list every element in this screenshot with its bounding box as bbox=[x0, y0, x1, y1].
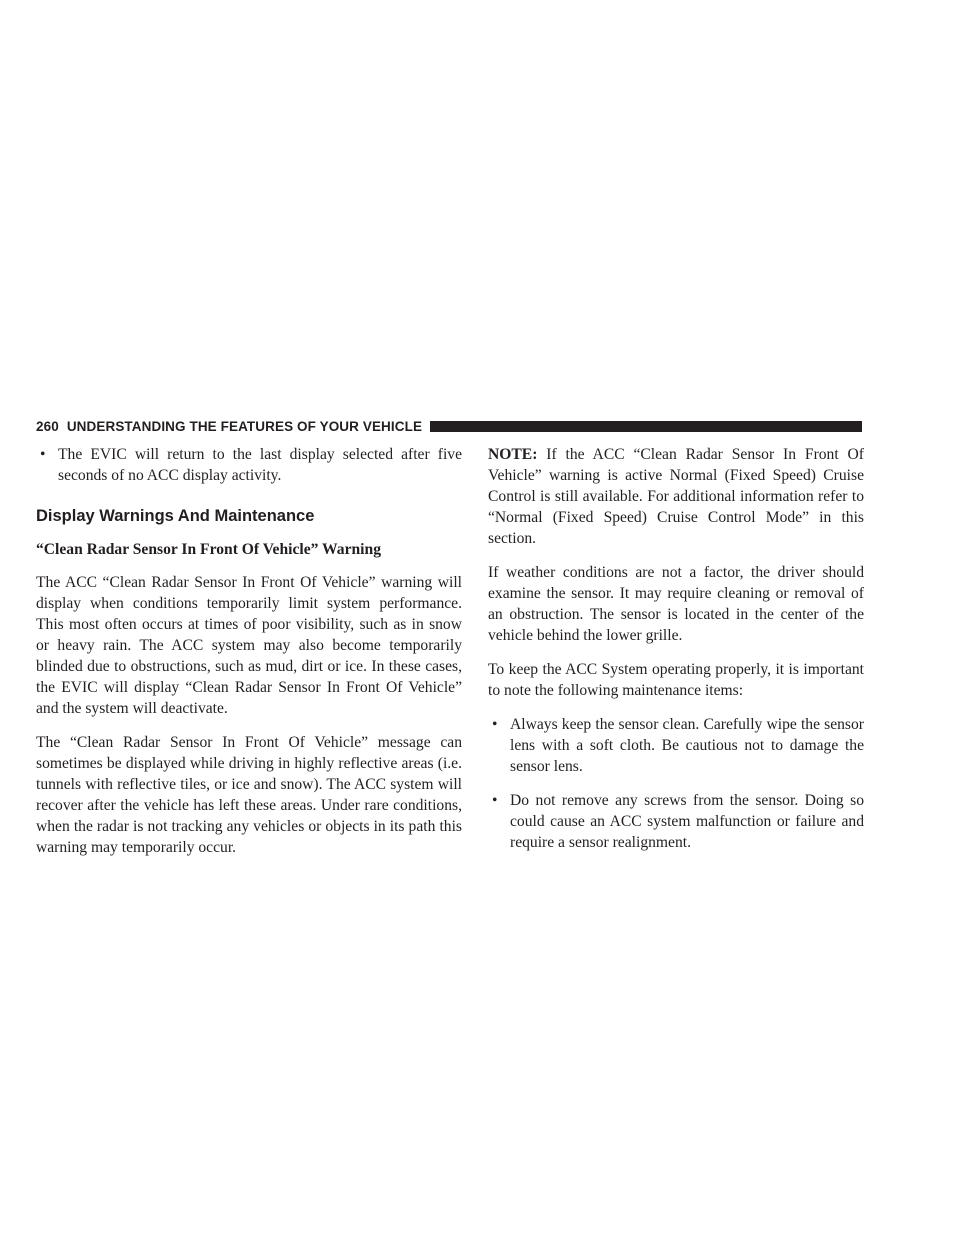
header-rule bbox=[430, 421, 862, 432]
bullet-text: Do not remove any screws from the sensor. Doing so could cause an ACC system malfunction or failure and require a sensor realignment. bbox=[510, 792, 864, 851]
note-paragraph bbox=[488, 444, 864, 549]
page-number: 260 bbox=[36, 418, 59, 434]
section-title: UNDERSTANDING THE FEATURES OF YOUR VEHICLE bbox=[66, 418, 423, 434]
subsection-heading: “Clean Radar Sensor In Front Of Vehicle” Warning bbox=[36, 541, 381, 558]
paragraph-maintenance-intro: To keep the ACC System operating properly, it is important to note the following maintenance items: bbox=[488, 661, 864, 699]
paragraph-weather: If weather conditions are not a factor, the driver should examine the sensor. It may require cleaning or removal of an obstruction. The sensor is located in the center of the vehicle behind the lower grille. bbox=[488, 564, 864, 644]
note-text: If the ACC “Clean Radar Sensor In Front Of Vehicle” warning is active Normal (Fixed Speed) Cruise Control is still available. For additional information refer to “Normal (Fixed Speed) Cruise Control Mode” in this section. bbox=[488, 446, 864, 547]
section-heading: Display Warnings And Maintenance bbox=[36, 507, 315, 525]
bullet-text: Always keep the sensor clean. Carefully wipe the sensor lens with a soft cloth. Be cautious not to damage the sensor lens. bbox=[510, 716, 864, 775]
bullet-icon: • bbox=[492, 792, 498, 809]
left-column bbox=[36, 444, 462, 871]
right-column bbox=[488, 444, 864, 866]
bullet-text: The EVIC will return to the last display selected after five seconds of no ACC display activity. bbox=[58, 446, 462, 484]
paragraph-reflective-areas: The “Clean Radar Sensor In Front Of Vehicle” message can sometimes be displayed while driving in highly reflective areas (i.e. tunnels with reflective tiles, or ice and snow). The ACC system will recover after the vehicle has left these areas. Under rare conditions, when the radar is not tracking any vehicles or objects in its path this warning may temporarily occur. bbox=[36, 734, 462, 856]
bullet-item-keep-clean bbox=[488, 714, 864, 777]
bullet-icon: • bbox=[492, 716, 498, 733]
bullet-item-screws bbox=[488, 790, 864, 853]
bullet-item-evic-return bbox=[36, 444, 462, 486]
header-text bbox=[36, 419, 422, 434]
page-header bbox=[36, 418, 862, 434]
note-label: NOTE: bbox=[488, 446, 538, 463]
bullet-icon: • bbox=[40, 446, 46, 463]
paragraph-warning-description: The ACC “Clean Radar Sensor In Front Of Vehicle” warning will display when conditions temporarily limit system performance. This most often occurs at times of poor visibility, such as in snow or heavy rain. The ACC system may also become temporarily blinded due to obstructions, such as mud, dirt or ice. In these cases, the EVIC will display “Clean Radar Sensor In Front Of Vehicle” and the system will deactivate. bbox=[36, 574, 462, 717]
